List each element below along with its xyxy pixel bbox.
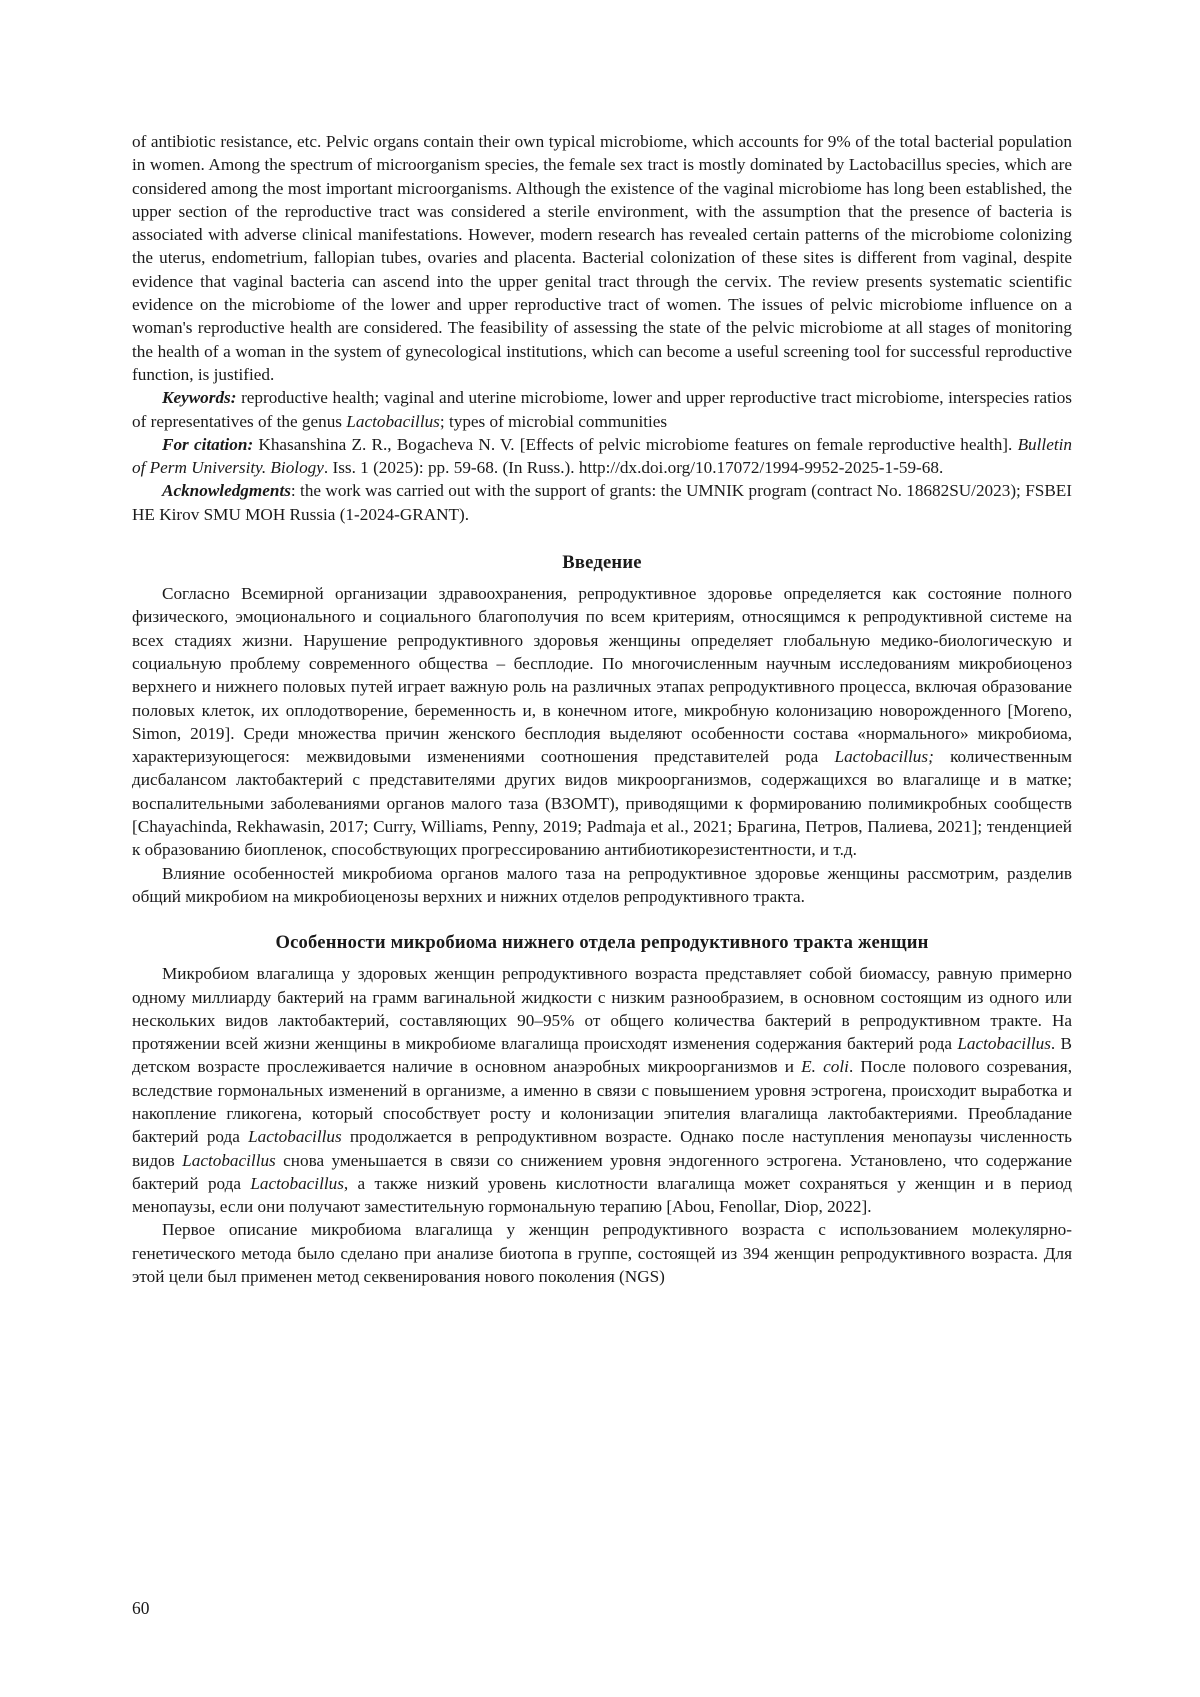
acknowledgments-paragraph bbox=[132, 479, 1072, 526]
keywords-text-1: reproductive health; vaginal and uterine microbiome, lower and upper reproductive tract microbiome, interspecies ratios of representatives of the genus bbox=[132, 388, 1072, 431]
lower-paragraph-1-part-c: . После полового созревания, вследствие гормональных изменений в организме, а именно в связи с повышением уровня эстрогена, происходит выработка и накопление гликогена, который способствует росту и колонизации эпителия влагалища лактобактериями. Преобладание бактерий рода bbox=[132, 1057, 1072, 1147]
lower-paragraph-1-genus-1: Lactobacillus bbox=[957, 1034, 1051, 1054]
section-heading-lower-tract: Особенности микробиома нижнего отдела репродуктивного тракта женщин bbox=[275, 932, 929, 954]
lower-paragraph-1-part-b: . В детском возрасте прослеживается наличие в основном анаэробных микроорганизмов и bbox=[132, 1034, 1072, 1077]
acknowledgments-label: Acknowledgments bbox=[162, 481, 291, 501]
page-number: 60 bbox=[132, 1598, 150, 1618]
citation-text-2: . Iss. 1 (2025): pp. 59-68. (In Russ.). http://dx.doi.org/10.17072/1994-9952-2025-1-59-68. bbox=[323, 458, 944, 478]
lower-paragraph-1-part-d: продолжается в репродуктивном возрасте. Однако после наступления менопаузы численность видов bbox=[132, 1127, 1072, 1170]
lower-paragraph-1-part-a: Микробиом влагалища у здоровых женщин репродуктивного возраста представляет собой биомассу, равную примерно одному миллиарду бактерий на грамм вагинальной жидкости с низким разнообразием, в основном состоящим из одного или нескольких видов лактобактерий, составляющих 90–95% от общего количества бактерий в репродуктивном тракте. На протяжении всей жизни женщины в микробиоме влагалища происходят изменения содержания бактерий рода bbox=[132, 964, 1072, 1054]
intro-paragraph-1-genus: Lactobacillus; bbox=[834, 747, 934, 767]
citation-text-1: Khasanshina Z. R., Bogacheva N. V. [Effects of pelvic microbiome features on female reproductive health]. bbox=[253, 434, 1018, 454]
citation-journal: Bulletin of Perm University. Biology bbox=[132, 434, 1072, 478]
section-heading-introduction: Введение bbox=[562, 552, 642, 574]
lower-paragraph-2: Первое описание микробиома влагалища у женщин репродуктивного возраста с использованием молекулярно-генетического метода было сделано при анализе биотопа в группе, состоящей из 394 женщин репродуктивного возраста. Для этой цели был применен метод секвенирования нового поколения (NGS) bbox=[132, 1220, 1072, 1287]
acknowledgments-text: : the work was carried out with the support of grants: the UMNIK program (contract No. 18682SU/2023); FSBEI HE Kirov SMU MOH Russia (1-2024-GRANT). bbox=[132, 481, 1072, 524]
keywords-genus: Lactobacillus bbox=[346, 411, 440, 431]
citation-paragraph bbox=[132, 433, 1072, 480]
text-column bbox=[132, 130, 1072, 1288]
lower-paragraph-1-ecoli: E. coli bbox=[801, 1057, 849, 1077]
lower-paragraph-1-genus-3: Lactobacillus bbox=[182, 1150, 276, 1170]
keywords-text-2: ; types of microbial communities bbox=[439, 411, 668, 431]
lower-paragraph-1-part-f: , а также низкий уровень кислотности влагалища может сохраняться у женщин и в период менопаузы, если они получают заместительную гормональную терапию [Abou, Fenollar, Diop, 2022]. bbox=[132, 1173, 1072, 1217]
intro-paragraph-1-part-b: количественным дисбалансом лактобактерий с представителями других видов микроорганизмов, содержащихся во влагалище и в матке; воспалительными заболеваниями органов малого таза (ВЗОМТ), приводящими к формированию полимикробных сообществ [Chayachinda, Rekhawasin, 2017; Curry, Williams, Penny, 2019; Padmaja et al., 2021; Брагина, Петров, Палиева, 2021]; тенденцией к образованию биопленок, способствующих прогрессированию антибиотикорезистентности, и т.д. bbox=[132, 747, 1072, 860]
lower-paragraph-1-part-e: снова уменьшается в связи со снижением уровня эндогенного эстрогена. Установлено, что содержание бактерий рода bbox=[132, 1150, 1072, 1193]
lower-paragraph-1-genus-2: Lactobacillus bbox=[248, 1127, 342, 1147]
abstract-paragraph: of antibiotic resistance, etc. Pelvic organs contain their own typical microbiome, which accounts for 9% of the total bacterial population in women. Among the spectrum of microorganism species, the female sex tract is mostly dominated by Lactobacillus species, which are considered among the most important microorganisms. Although the existence of the vaginal microbiome has long been established, the upper section of the reproductive tract was considered a sterile environment, with the assumption that the presence of bacteria is associated with adverse clinical manifestations. However, modern research has revealed certain patterns of the microbiome colonizing the uterus, endometrium, fallopian tubes, ovaries and placenta. Bacterial colonization of these sites is different from vaginal, despite evidence that vaginal bacteria can ascend into the upper genital tract through the cervix. The review presents systematic scientific evidence on the microbiome of the lower and upper reproductive tract of women. The issues of pelvic microbiome influence on a woman's reproductive health are considered. The feasibility of assessing the state of the pelvic microbiome at all stages of monitoring the health of a woman in the system of gynecological institutions, which can become a useful screening tool for successful reproductive function, is justified. bbox=[132, 132, 1072, 384]
citation-label: For citation: bbox=[162, 434, 254, 454]
intro-paragraph-1 bbox=[132, 582, 1072, 862]
intro-paragraph-1-part-a: Согласно Всемирной организации здравоохранения, репродуктивное здоровье определяется как состояние полного физического, эмоционального и социального благополучия по всем критериям, относящимся к репродуктивной системе на всех стадиях жизни. Нарушение репродуктивного здоровья женщины определяет глобальную медико-биологическую и социальную проблему современного общества – бесплодие. По многочисленным научным исследованиям микробиоценоз верхнего и нижнего половых путей играет важную роль на различных этапах репродуктивного процесса, включая образование половых клеток, их оплодотворение, беременность и, в конечном итоге, микробную колонизацию новорожденного [Moreno, Simon, 2019]. Среди множества причин женского бесплодия выделяют особенности состава «нормального» микробиома, характеризующегося: межвидовыми изменениями соотношения представителей рода bbox=[132, 584, 1072, 767]
lower-paragraph-1 bbox=[132, 962, 1072, 1218]
lower-paragraph-1-genus-4: Lactobacillus bbox=[250, 1173, 344, 1193]
keywords-label: Keywords: bbox=[162, 388, 237, 408]
keywords-paragraph bbox=[132, 386, 1072, 433]
intro-paragraph-2: Влияние особенностей микробиома органов малого таза на репродуктивное здоровье женщины рассмотрим, разделив общий микробиом на микробиоценозы верхних и нижних отделов репродуктивного тракта. bbox=[132, 863, 1072, 906]
abstract-block bbox=[132, 130, 1072, 526]
